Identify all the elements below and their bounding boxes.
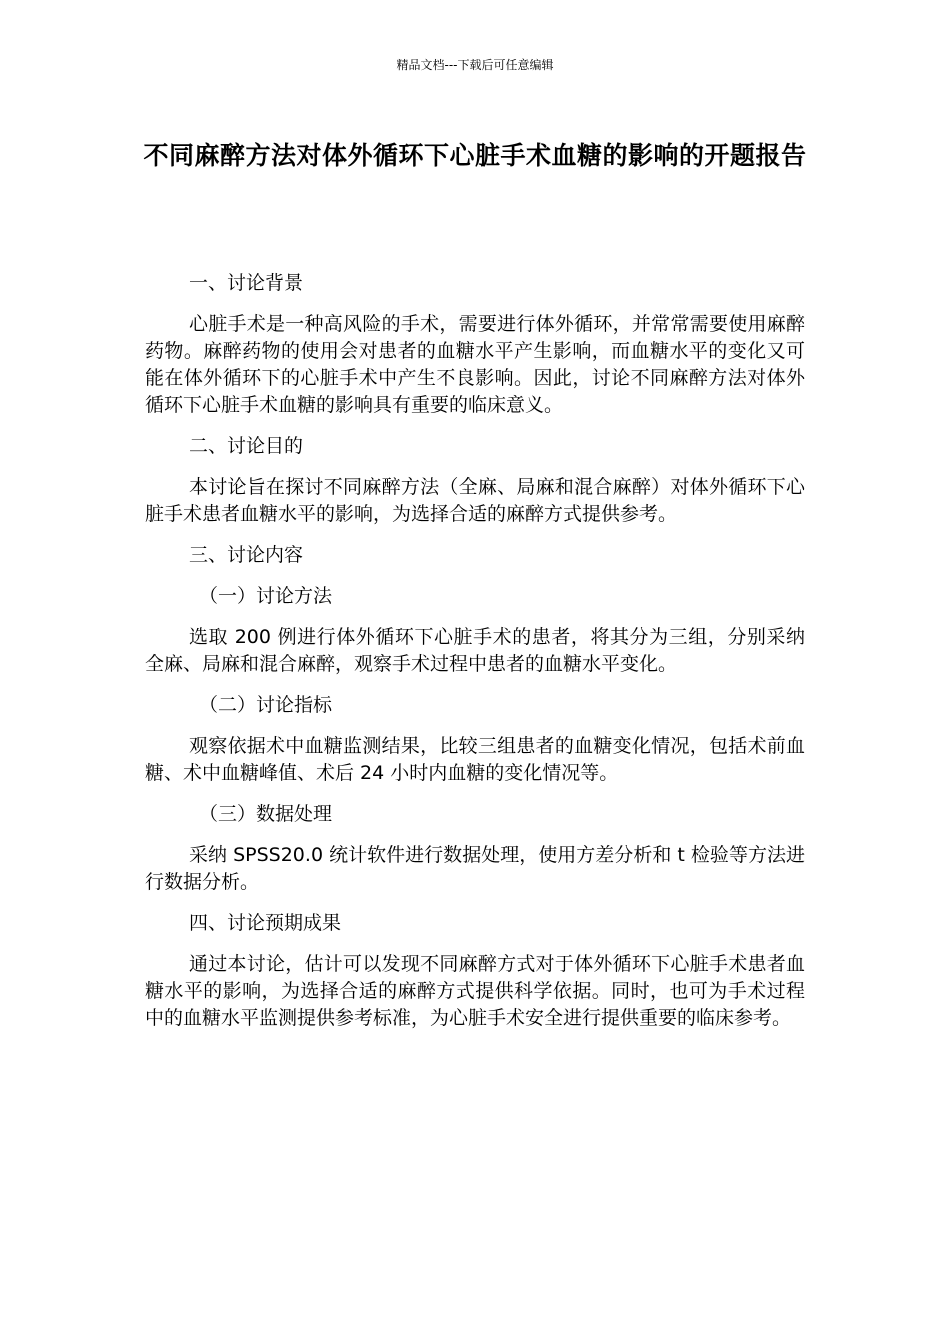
section-heading-outcomes: 四、讨论预期成果 [189,912,342,934]
section-heading-content: 三、讨论内容 [189,544,304,566]
paragraph-indicators: 观察依据术中血糖监测结果，比较三组患者的血糖变化情况，包括术前血糖、术中血糖峰值、术后 24 小时内血糖的变化情况等。 [145,735,805,784]
paragraph-purpose: 本讨论旨在探讨不同麻醉方法（全麻、局麻和混合麻醉）对体外循环下心脏手术患者血糖水平的影响，为选择合适的麻醉方式提供参考。 [145,476,805,525]
subheading-method: （一）讨论方法 [199,585,333,607]
paragraph-outcomes: 通过本讨论，估计可以发现不同麻醉方式对于体外循环下心脏手术患者血糖水平的影响，为选择合适的麻醉方式提供科学依据。同时，也可为手术过程中的血糖水平监测提供参考标准，为心脏手术安全进行提供重要的临床参考。 [145,953,805,1029]
document-body [145,270,805,1046]
paragraph-method: 选取 200 例进行体外循环下心脏手术的患者，将其分为三组，分别采纳全麻、局麻和混合麻醉，观察手术过程中患者的血糖水平变化。 [145,626,805,675]
document-title: 不同麻醉方法对体外循环下心脏手术血糖的影响的开题报告 [143,141,807,170]
subheading-indicators: （二）讨论指标 [199,694,333,716]
paragraph-data-processing: 采纳 SPSS20.0 统计软件进行数据处理，使用方差分析和 t 检验等方法进行数据分析。 [145,844,805,893]
paragraph-background: 心脏手术是一种高风险的手术，需要进行体外循环，并常常需要使用麻醉药物。麻醉药物的使用会对患者的血糖水平产生影响，而血糖水平的变化又可能在体外循环下的心脏手术中产生不良影响。因此，讨论不同麻醉方法对体外循环下心脏手术血糖的影响具有重要的临床意义。 [145,313,805,416]
subheading-data-processing: （三）数据处理 [199,803,333,825]
section-heading-purpose: 二、讨论目的 [189,435,304,457]
page-header: 精品文档---下载后可任意编辑 [396,58,554,72]
section-heading-background: 一、讨论背景 [189,272,304,294]
